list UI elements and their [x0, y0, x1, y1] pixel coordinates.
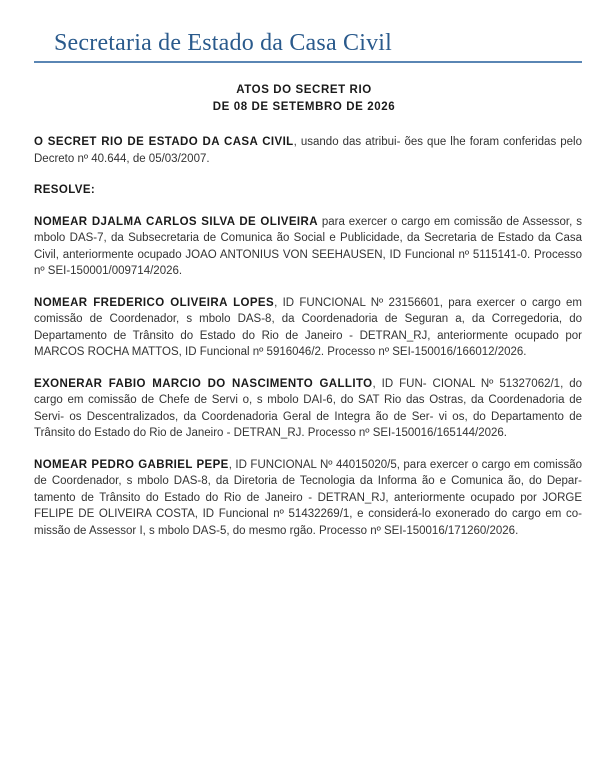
act-text: , ID FUNCIONAL Nº 23156601, para exercer o cargo em comissão de Coordenador, s mbolo DAS-8, da Coordenadoria de Seguran a, da Corregedoria, do Departamento de Trânsito do Estado do Rio de Janeiro - DETRAN_RJ, anteriormente ocupado por MARCOS ROCHA MATTOS, ID Funcional nº 5916046/2. Processo nº SEI-150016/166012/2026.: [34, 296, 583, 358]
act-lead: NOMEAR FREDERICO OLIVEIRA LOPES: [34, 296, 275, 309]
header: [34, 28, 582, 63]
document-body: [34, 134, 582, 554]
page-title: Secretaria de Estado da Casa Civil: [54, 30, 393, 56]
act-paragraph: [34, 295, 582, 361]
intro-lead: O SECRET RIO DE ESTADO DA CASA CIVIL: [34, 136, 294, 148]
document-title-line-1: ATOS DO SECRET RIO: [236, 84, 372, 96]
act-paragraph: [34, 214, 582, 280]
act-text: , ID FUNCIONAL Nº 44015020/5, para exercer o cargo em comissão de Coordenador, s mbolo DAS-8, da Diretoria de Tecnologia da Informa ão e Comunica ão, do Depar- tamento de Trânsito do Estado do Rio de Janeiro - DETRAN_RJ, anteriormente ocupado por JORGE FELIPE DE OLIVEIRA COSTA, ID Funcional nº 51432269/1, e considerá-lo exonerado do cargo em co- missão de Assessor I, s mbolo DAS-5, do mesmo rgão. Processo nº SEI-150016/171260/2026.: [34, 458, 582, 537]
header-divider: [34, 61, 582, 63]
resolve-heading: RESOLVE:: [34, 184, 96, 196]
act-lead: NOMEAR PEDRO GABRIEL PEPE: [34, 458, 229, 471]
document-title: [0, 82, 608, 116]
intro-text: , usando das atribui- ões que lhe foram conferidas pelo Decreto nº 40.644, de 05/03/2007.: [34, 136, 582, 165]
act-lead: NOMEAR DJALMA CARLOS SILVA DE OLIVEIRA: [34, 215, 318, 228]
act-paragraph: [34, 376, 582, 442]
intro-paragraph: [34, 134, 582, 167]
act-text: para exercer o cargo em comissão de Assessor, s mbolo DAS-7, da Subsecretaria de Comunica ão Social e Publicidade, da Secretaria de Estado da Casa Civil, anteriormente ocupado JOAO ANTONIUS VON SEEHAUSEN, ID Funcional nº 5115141-0. Processo nº SEI-150001/009714/2026.: [34, 215, 582, 277]
document-title-line-2: DE 08 DE SETEMBRO DE 2026: [212, 101, 396, 113]
act-text: , ID FUN- CIONAL Nº 51327062/1, do cargo em comissão de Chefe de Servi o, s mbolo DAI-6, do SAT Rio das Ostras, da Coordenadoria de Servi- os Descentralizados, da Coordenadoria Geral de Integra ão de Ser- vi os, do Departamento de Trânsito do Estado do Rio de Janeiro - DETRAN_RJ. Processo nº SEI-150016/165144/2026.: [34, 377, 583, 439]
act-paragraph: [34, 457, 582, 540]
act-lead: EXONERAR FABIO MARCIO DO NASCIMENTO GALLITO: [34, 377, 373, 390]
